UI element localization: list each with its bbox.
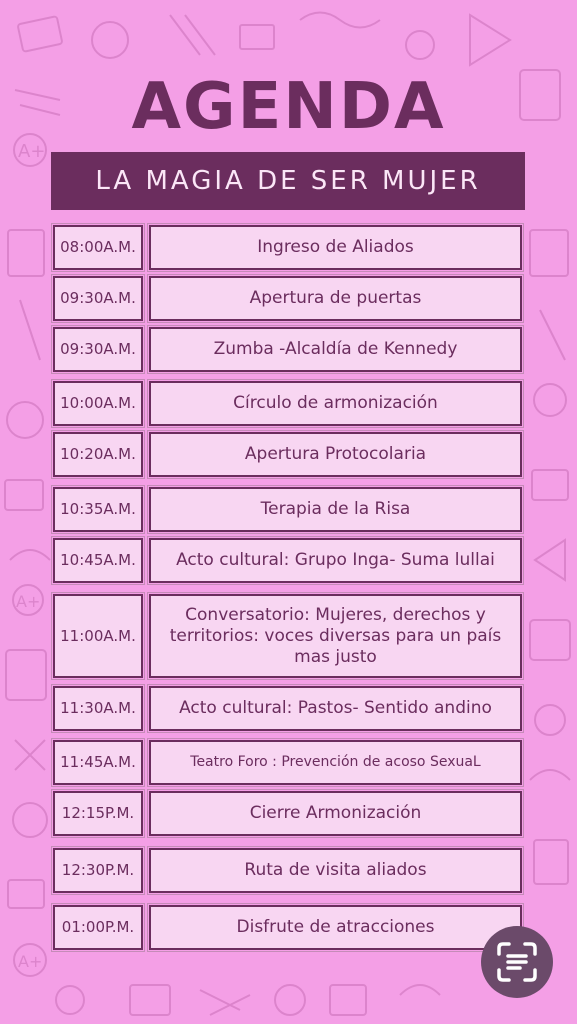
page-title: AGENDA: [131, 70, 446, 144]
agenda-event: Conversatorio: Mujeres, derechos y territorios: voces diversas para un país mas justo: [149, 594, 522, 678]
agenda-period: A.M.: [103, 699, 136, 717]
agenda-time-cell: [53, 848, 143, 893]
agenda-period: A.M.: [103, 445, 136, 463]
agenda-time-cell: [53, 905, 143, 950]
agenda-period: A.M.: [103, 551, 136, 569]
agenda-time: 01:00: [61, 918, 106, 936]
agenda-row: [53, 381, 522, 426]
agenda-row: [53, 740, 522, 785]
agenda-time-cell: [53, 276, 143, 321]
agenda-event: Acto cultural: Grupo Inga- Suma lullai: [149, 538, 522, 583]
agenda-time: 10:45: [60, 551, 104, 569]
agenda-row: [53, 327, 522, 372]
agenda-event: Cierre Armonización: [149, 791, 522, 836]
agenda-time: 10:35: [60, 500, 104, 518]
agenda-row: [53, 905, 522, 950]
agenda-period: A.M.: [103, 289, 136, 307]
agenda-row: [53, 276, 522, 321]
agenda-time: 09:30: [60, 340, 104, 358]
agenda-period: P.M.: [105, 918, 135, 936]
agenda-time-cell: [53, 381, 143, 426]
agenda-row: [53, 432, 522, 477]
agenda-row: [53, 686, 522, 731]
agenda-event: Círculo de armonización: [149, 381, 522, 426]
agenda-event: Ingreso de Aliados: [149, 225, 522, 270]
agenda-time-cell: [53, 327, 143, 372]
agenda-time: 08:00: [60, 238, 104, 256]
agenda-time-cell: [53, 686, 143, 731]
agenda-period: A.M.: [103, 626, 136, 645]
svg-text:A+: A+: [18, 141, 46, 162]
agenda-period: A.M.: [103, 238, 136, 256]
agenda-row: [53, 225, 522, 270]
agenda-time: 11:00: [60, 626, 104, 645]
text-scan-icon: [495, 940, 539, 984]
agenda-period: A.M.: [103, 500, 136, 518]
agenda-time-cell: [53, 791, 143, 836]
agenda-time-cell: [53, 487, 143, 532]
svg-text:A+: A+: [18, 952, 43, 971]
agenda-period: P.M.: [105, 804, 135, 822]
agenda-time-cell: [53, 225, 143, 270]
agenda-row: [53, 487, 522, 532]
agenda-period: A.M.: [103, 340, 136, 358]
agenda-event: Terapia de la Risa: [149, 487, 522, 532]
agenda-row: [53, 594, 522, 678]
agenda-time: 12:30: [61, 861, 106, 879]
agenda-event: Teatro Foro : Prevención de acoso SexuaL: [149, 740, 522, 785]
agenda-row: [53, 848, 522, 893]
text-scan-button[interactable]: [481, 926, 553, 998]
agenda-time-cell: [53, 432, 143, 477]
agenda-time-cell: [53, 594, 143, 678]
agenda-time: 10:20: [60, 445, 104, 463]
agenda-time: 09:30: [60, 289, 104, 307]
agenda-event: Apertura de puertas: [149, 276, 522, 321]
agenda-event: Zumba -Alcaldía de Kennedy: [149, 327, 522, 372]
agenda-period: A.M.: [103, 394, 136, 412]
subtitle-banner: LA MAGIA DE SER MUJER: [51, 152, 525, 210]
agenda-time-cell: [53, 740, 143, 785]
agenda-period: A.M.: [103, 753, 136, 771]
agenda-event: Ruta de visita aliados: [149, 848, 522, 893]
agenda-event: Disfrute de atracciones: [149, 905, 522, 950]
agenda-time: 11:45: [60, 753, 104, 771]
agenda-period: P.M.: [105, 861, 135, 879]
agenda-row: [53, 538, 522, 583]
agenda-time-cell: [53, 538, 143, 583]
agenda-time: 11:30: [60, 699, 104, 717]
agenda-time: 12:15: [61, 804, 106, 822]
agenda-time: 10:00: [60, 394, 104, 412]
agenda-event: Apertura Protocolaria: [149, 432, 522, 477]
agenda-event: Acto cultural: Pastos- Sentido andino: [149, 686, 522, 731]
agenda-row: [53, 791, 522, 836]
svg-text:A+: A+: [16, 592, 41, 611]
